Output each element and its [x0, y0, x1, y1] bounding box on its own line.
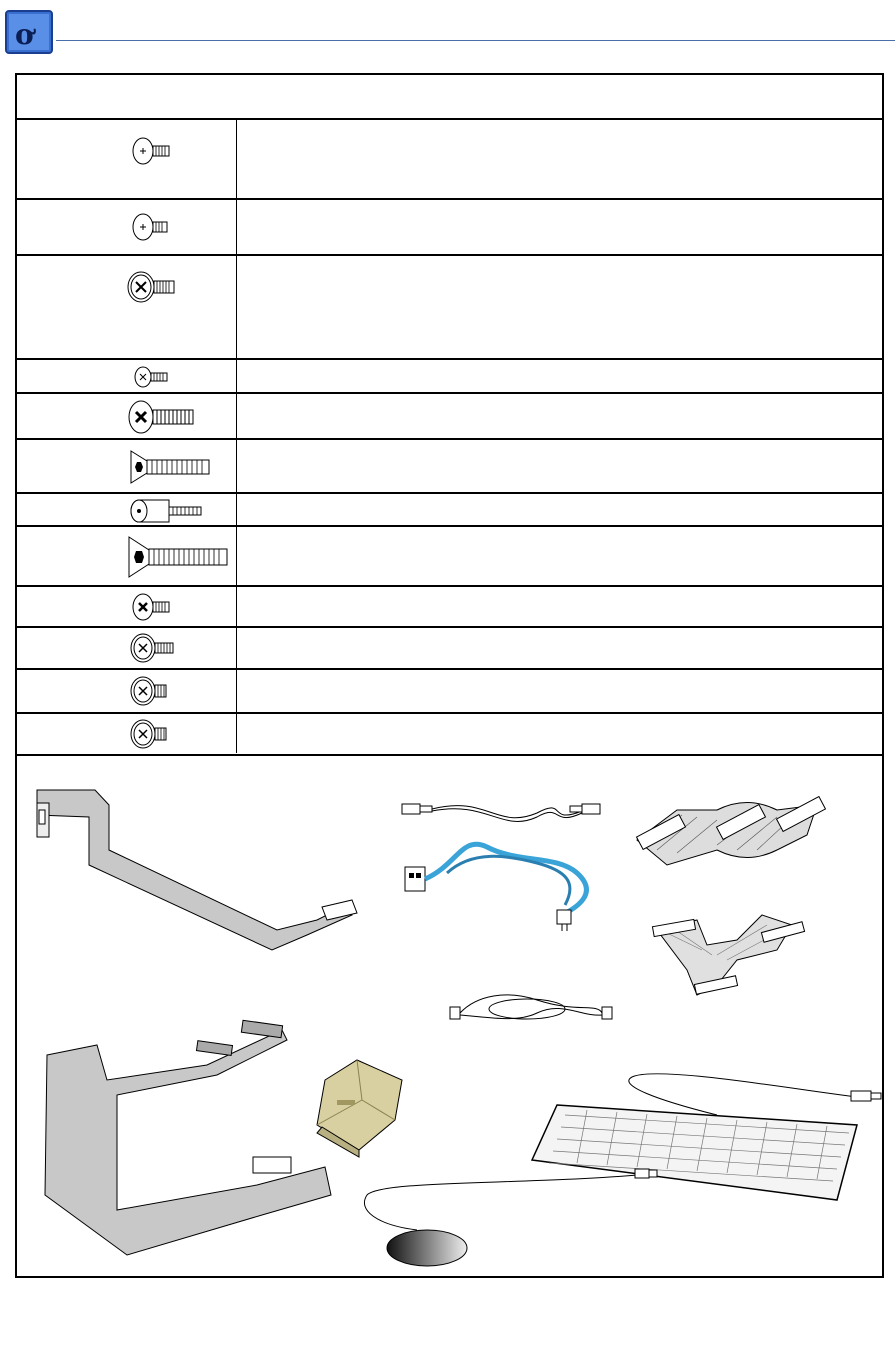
- table-row: [17, 360, 882, 394]
- standoff-screw-icon: [129, 498, 205, 524]
- table-row: [17, 714, 882, 756]
- table-row: [17, 527, 882, 587]
- table-row: [17, 200, 882, 256]
- cables-and-peripherals: [17, 755, 882, 1278]
- scsi-adapter-icon: [317, 1060, 402, 1157]
- table-row: [17, 440, 882, 494]
- flat-ribbon-cable-icon: [37, 790, 357, 950]
- table-row: [17, 394, 882, 440]
- phillips-screw-mini-icon: [134, 365, 170, 389]
- table-row: [17, 118, 882, 200]
- phillips-screw-flanged-icon: [130, 632, 176, 664]
- hex-flathead-screw-icon: [127, 447, 213, 487]
- floppy-ribbon-cable-icon: [652, 915, 804, 995]
- scsi-ribbon-cable-icon: [45, 1020, 331, 1255]
- phillips-screw-flanged-icon: [127, 270, 177, 304]
- phillips-screw-small-icon: [132, 136, 172, 166]
- phillips-screw-icon: [132, 592, 172, 622]
- usb-cable-icon: [402, 804, 600, 821]
- apple-logo-icon: [5, 10, 53, 54]
- power-cord-icon: [405, 844, 586, 931]
- page-header: [0, 0, 895, 56]
- hex-flathead-screw-long-icon: [125, 533, 231, 581]
- table-row: [17, 256, 882, 360]
- usb-mouse-icon: [364, 1169, 657, 1266]
- ethernet-cable-icon: [450, 995, 612, 1019]
- table-row: [17, 670, 882, 714]
- ide-ribbon-cable-icon: [637, 797, 826, 865]
- svg-text:ơ: ơ: [15, 18, 34, 51]
- table-row: [17, 494, 882, 527]
- phillips-screw-short-flanged-icon: [130, 718, 170, 750]
- header-rule: [56, 40, 895, 41]
- screw-parts-table: [15, 73, 884, 1278]
- phillips-screw-small-icon: [132, 212, 172, 242]
- phillips-screw-long-icon: [127, 398, 197, 436]
- usb-keyboard-icon: [532, 1074, 881, 1200]
- table-title-row: [17, 75, 882, 120]
- phillips-screw-short-flanged-icon: [130, 675, 170, 707]
- table-row: [17, 587, 882, 628]
- table-row: [17, 628, 882, 670]
